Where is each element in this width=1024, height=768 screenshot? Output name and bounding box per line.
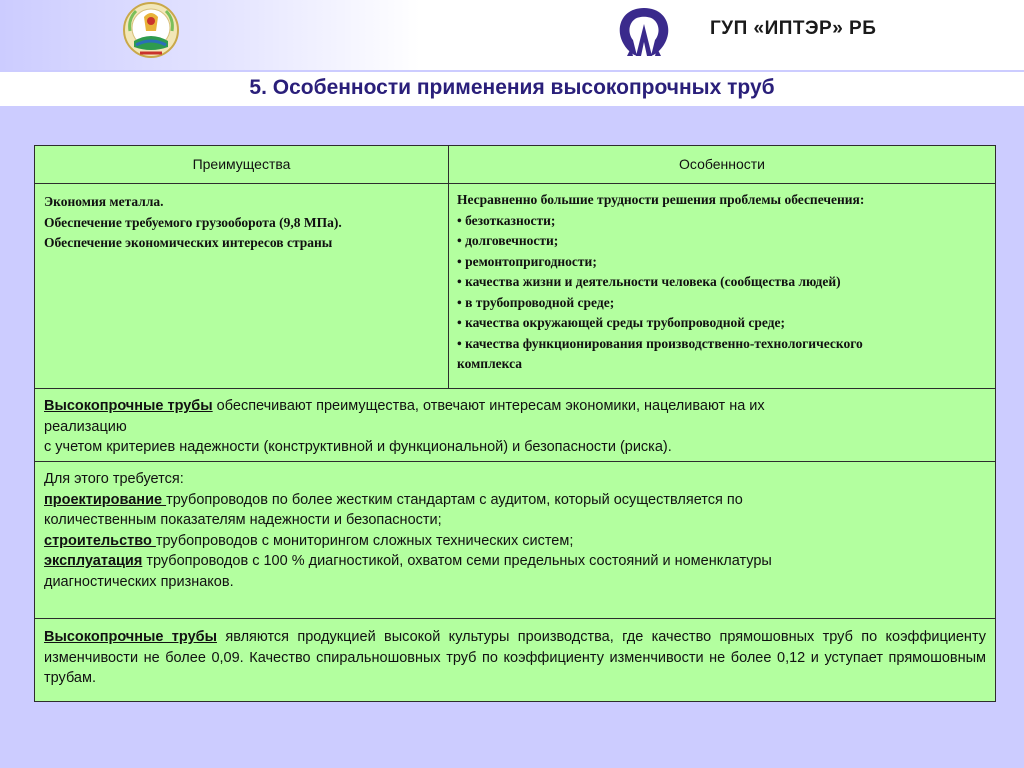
operation-text: диагностических признаков.	[44, 573, 234, 590]
summary-text: реализацию	[44, 418, 127, 435]
organization-name: ГУП «ИПТЭР» РБ	[710, 18, 877, 39]
advantage-item: Экономия металла.	[44, 194, 164, 209]
feature-item: • качества жизни и деятельности человека (сообщества людей)	[457, 274, 841, 289]
ipter-logo-icon	[613, 4, 675, 60]
requirements-intro: Для этого требуется:	[44, 471, 184, 487]
summary-cell	[44, 396, 989, 458]
table-row-conclusion	[35, 619, 995, 701]
design-text: количественным показателям надежности и безопасности;	[44, 512, 442, 528]
requirements-cell	[44, 469, 989, 592]
feature-item: комплекса	[457, 356, 522, 371]
page-title: 5. Особенности применения высокопрочных труб	[249, 76, 775, 99]
summary-text: с учетом критериев надежности (конструктивной и функциональной) и безопасности (риска).	[44, 439, 672, 455]
feature-item: • долговечности;	[457, 233, 559, 248]
table-row-requirements	[35, 462, 995, 619]
table-header-row	[35, 146, 995, 184]
column-header-advantages: Преимущества	[192, 156, 291, 172]
operation-text: трубопроводов с 100 % диагностикой, охватом семи предельных состояний и номенклатуры	[142, 553, 772, 569]
operation-keyword: эксплуатация	[44, 553, 143, 569]
summary-keyword: Высокопрочные трубы	[44, 398, 213, 414]
design-text: трубопроводов по более жестким стандартам с аудитом, который осуществляется по	[166, 491, 743, 508]
design-keyword: проектирование	[44, 491, 167, 508]
bashkortostan-emblem-icon	[122, 1, 180, 61]
conclusion-cell	[44, 627, 986, 689]
summary-text: обеспечивают преимущества, отвечают интересам экономики, нацеливают на их	[212, 398, 765, 414]
column-header-features: Особенности	[679, 156, 765, 172]
feature-item: • ремонтопригодности;	[457, 253, 597, 269]
features-intro: Несравненно большие трудности решения проблемы обеспечения:	[457, 192, 865, 207]
column-divider	[448, 184, 449, 389]
construction-text: трубопроводов с мониторингом сложных технических систем;	[155, 532, 574, 549]
advantage-item: Обеспечение требуемого грузооборота (9,8 МПа).	[44, 214, 342, 230]
feature-item: • качества окружающей среды трубопроводной среде;	[457, 315, 786, 330]
construction-keyword: строительство	[44, 532, 156, 549]
conclusion-keyword: Высокопрочные трубы	[44, 629, 217, 645]
table-row-summary	[35, 389, 995, 462]
header-band	[0, 0, 1024, 70]
feature-item: • качества функционирования производственно-технологического	[457, 335, 863, 351]
feature-item: • безотказности;	[457, 212, 556, 228]
feature-item: • в трубопроводной среде;	[457, 294, 615, 310]
advantage-item: Обеспечение экономических интересов страны	[44, 235, 333, 250]
title-bar	[0, 72, 1024, 106]
features-cell	[457, 190, 987, 375]
table-row-advantages-features	[35, 184, 995, 389]
features-table	[34, 145, 996, 702]
conclusion-text: являются продукцией высокой культуры производства, где качество прямошовных труб по коэффициенту изменчивости не более 0,09. Качество спиральношовных труб по коэффициенту изменчивости не более 0,12 и уступает прямошовным трубам.	[44, 629, 986, 686]
advantages-cell	[44, 192, 440, 254]
